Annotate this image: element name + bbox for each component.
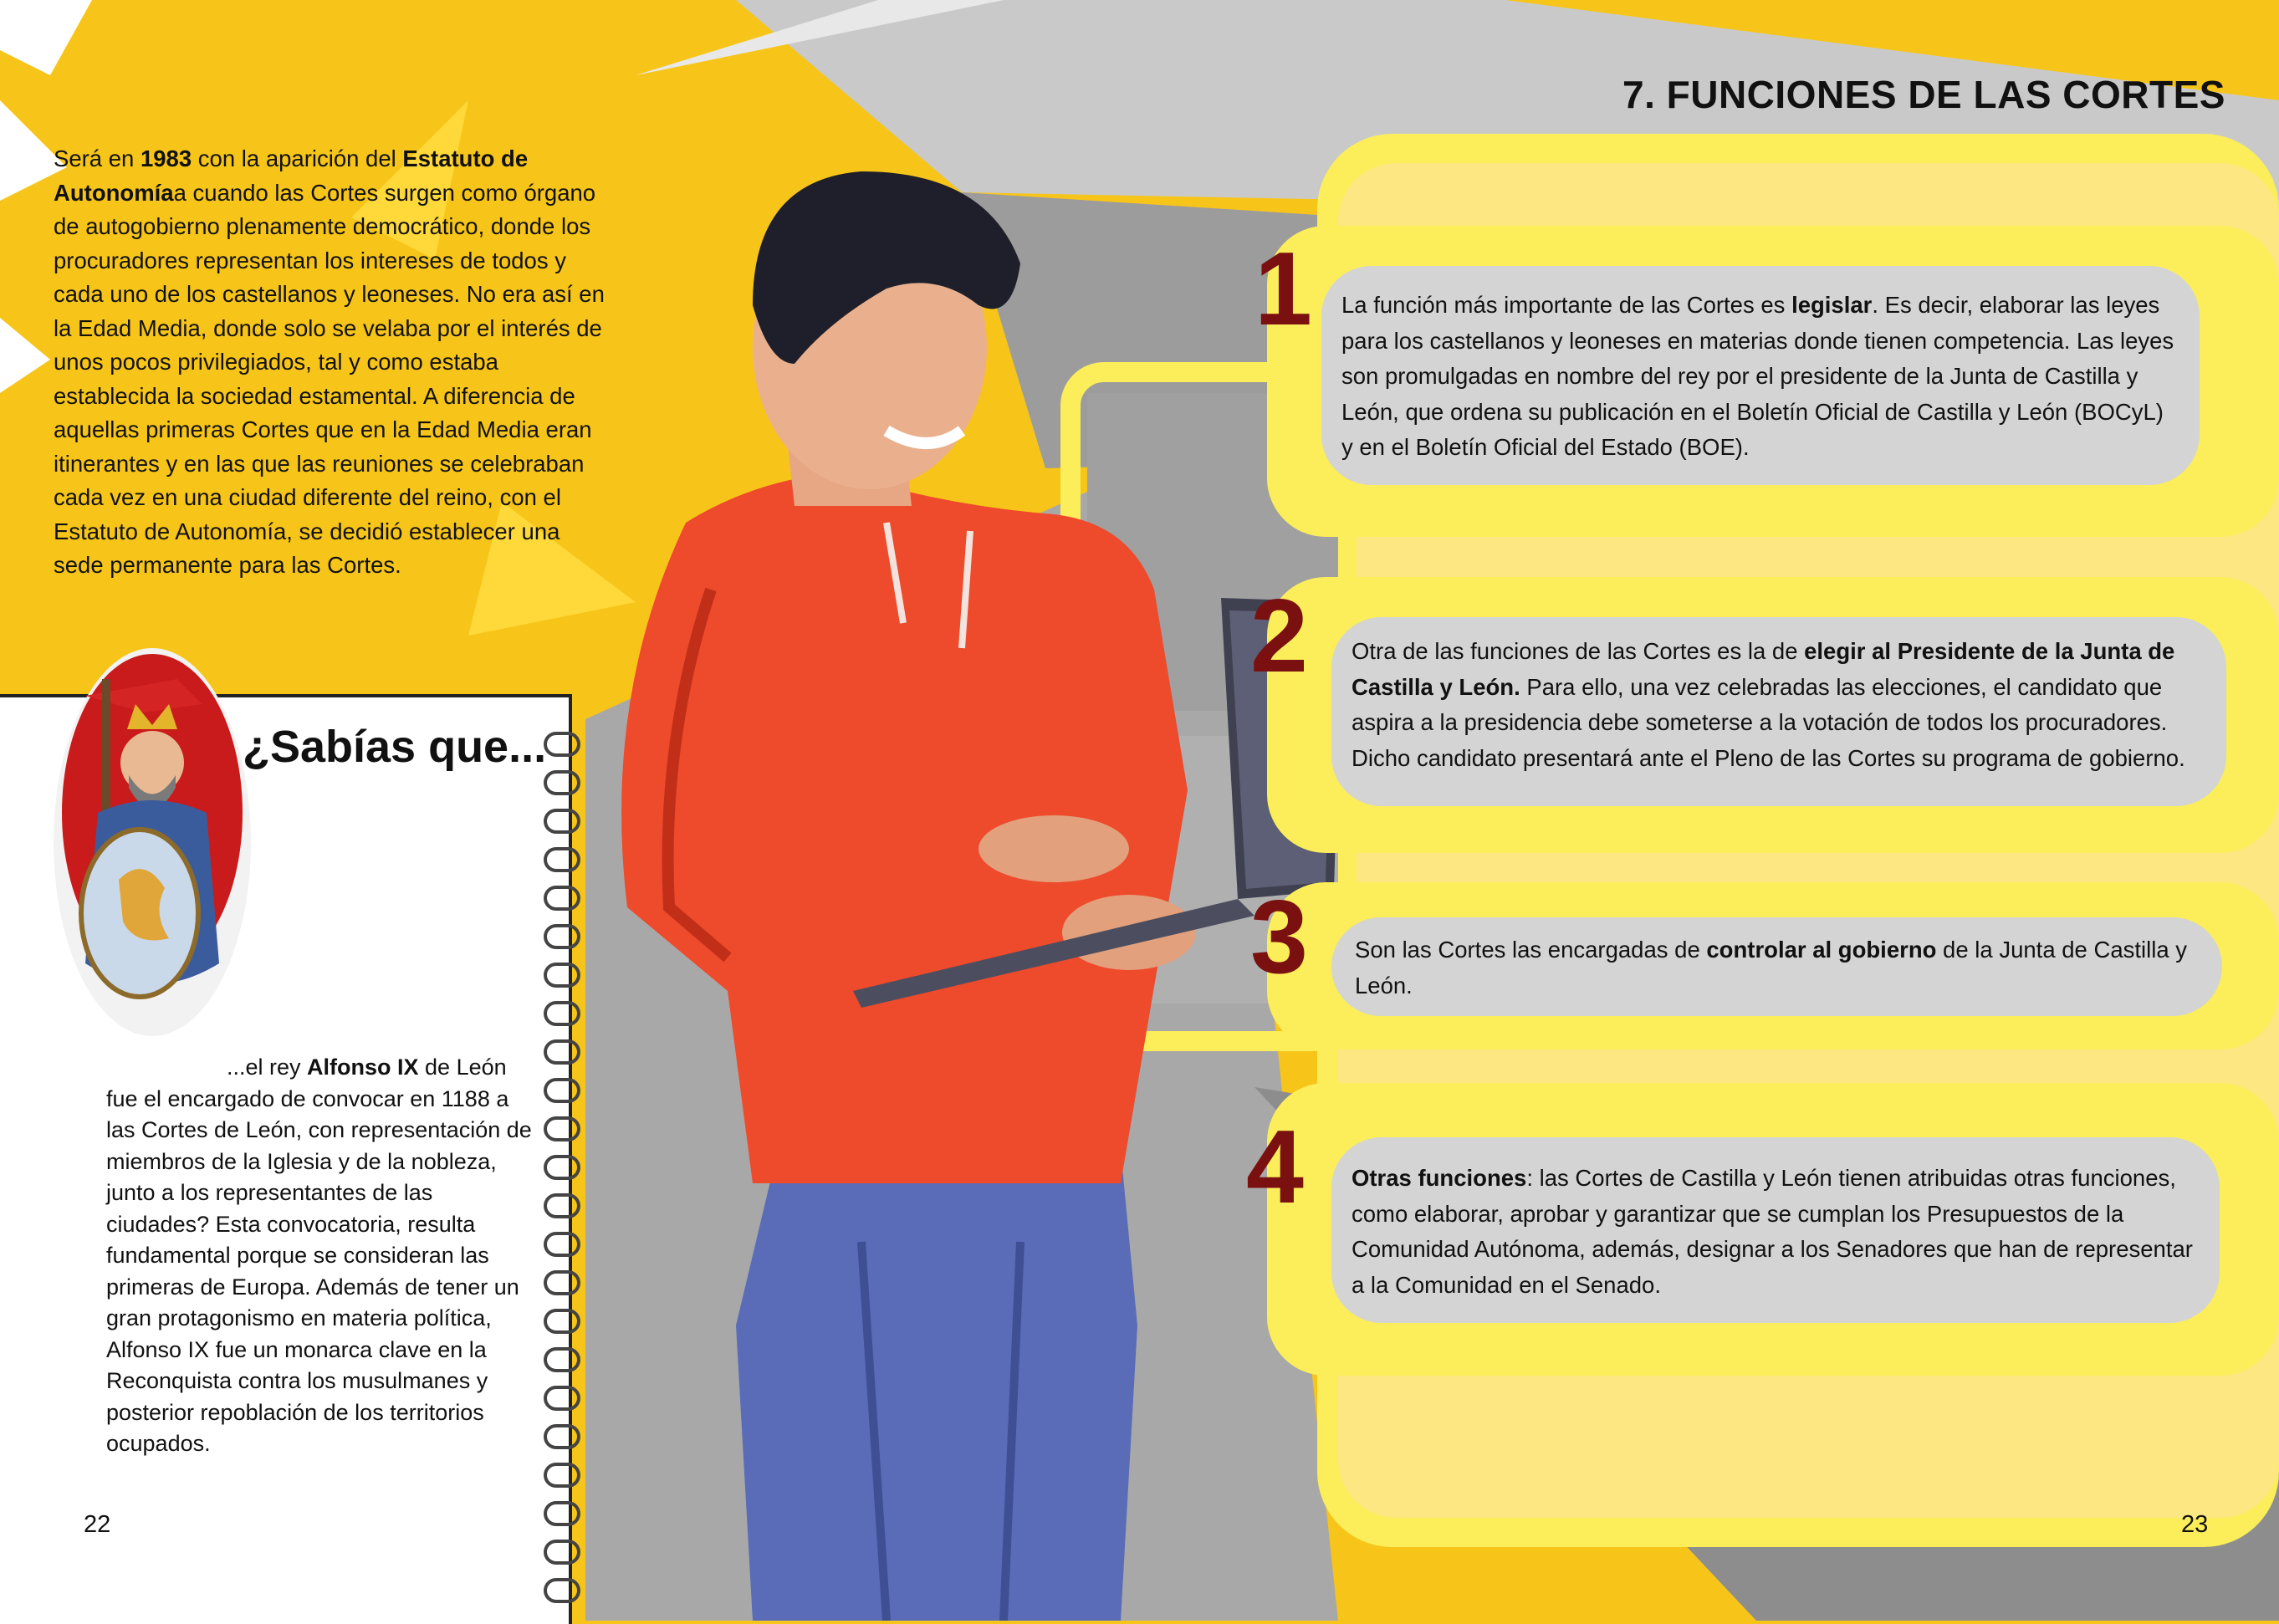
function-4-text-after: : las Cortes de Castilla y León tienen atribuidas otras funciones, como elaborar, aprobar y garantizar que se cumplan los Presupuestos de la Comunidad Autónoma, además, designar a los Senadores que han de representar a la Comunidad en el Senado.: [1352, 1165, 2193, 1298]
notebook-ring: [544, 732, 580, 757]
intro-paragraph: [54, 142, 614, 583]
function-2-number: 2: [1250, 579, 1308, 694]
function-3-text-after: de la Junta de Castilla y León.: [1355, 937, 2188, 998]
function-1-text-before: La función más importante de las Cortes es: [1341, 292, 1792, 318]
function-2-text-after: Para ello, una vez celebradas las elecciones, el candidato que aspira a la presidencia debe someterse a la votación de todos los procuradores. Dicho candidato presentará ante el Pleno de las Cortes su programa de gobierno.: [1352, 673, 2185, 771]
notebook-ring: [544, 809, 580, 834]
notebook-ring: [544, 770, 580, 795]
intro-text-1: Será en: [54, 146, 141, 171]
sabias-lead: ...el rey: [227, 1055, 308, 1080]
function-1-text-after: . Es decir, elaborar las leyes para los castellanos y leoneses en materias donde tienen competencia. Las leyes son promulgadas en nombre del rey por el presidente de la Junta de Castilla y León, que ordena su publicación en el Boletín Oficial de Castilla y León (BOCyL) y en el Boletín Oficial del Estado (BOE).: [1341, 292, 2174, 460]
section-title: 7. FUNCIONES DE LAS CORTES: [1622, 73, 2225, 116]
notebook-ring: [544, 1193, 580, 1218]
notebook-ring: [544, 1386, 580, 1411]
sabias-que-title: ¿Sabías que...: [243, 722, 547, 772]
notebook-ring: [544, 1578, 580, 1603]
king-medallion-illustration: [52, 646, 253, 1039]
function-4-card: [1331, 1137, 2220, 1323]
notebook-ring: [544, 924, 580, 949]
function-3-card: [1331, 917, 2222, 1016]
sabias-body: de León fue el encargado de convocar en 1188 a las Cortes de León, con representación de miembros de la Iglesia y de la nobleza, junto a los representantes de las ciudades? Esta convocatoria, resulta fundamental porque se consideran las primeras de Europa. Además de tener un gran protagonismo en materia política, Alfonso IX fue un monarca clave en la Reconquista contra los musulmanes y posterior repoblación de los territorios ocupados.: [106, 1055, 532, 1456]
notebook-ring: [544, 847, 580, 872]
intro-text-3: a cuando las Cortes surgen como órgano de autogobierno plenamente democrático, donde los procuradores representan los intereses de todos y cada uno de los castellanos y leoneses. No era así en la Edad Media, donde solo se velaba por el interés de unos pocos privilegiados, tal y como estaba establecida la sociedad estamental. A diferencia de aquellas primeras Cortes que en la Edad Media eran itinerantes y en las que las reuniones se celebraban cada vez en una ciudad diferente del reino, con el Estatuto de Autonomía, se decidió establecer una sede permanente para las Cortes.: [54, 179, 605, 578]
function-2-text-before: Otra de las funciones de las Cortes es la de: [1352, 638, 1805, 664]
function-1-highlight: legislar: [1791, 292, 1873, 318]
page-number-right: 23: [2181, 1511, 2209, 1538]
notebook-rings: [544, 694, 590, 1621]
sabias-que-text: [106, 1052, 541, 1460]
notebook-ring: [544, 1270, 580, 1295]
notebook-ring: [544, 1501, 580, 1526]
notebook-ring: [544, 1155, 580, 1180]
function-3-text-before: Son las Cortes las encargadas de: [1355, 937, 1707, 963]
function-1-card: [1321, 266, 2200, 485]
function-3-number: 3: [1250, 880, 1308, 995]
sabias-king: Alfonso IX: [307, 1055, 419, 1080]
notebook-ring: [544, 1116, 580, 1141]
notebook-ring: [544, 1347, 580, 1372]
notebook-ring: [544, 1078, 580, 1103]
page-number-left: 22: [84, 1511, 111, 1538]
notebook-ring: [544, 1001, 580, 1026]
function-3-highlight: controlar al gobierno: [1706, 937, 1937, 963]
notebook-ring: [544, 1039, 580, 1065]
function-2-card: [1331, 617, 2226, 806]
intro-text-2: con la aparición del: [192, 146, 403, 171]
function-2-highlight: elegir al Presidente de la Junta de Castilla y León.: [1352, 638, 2175, 700]
notebook-ring: [544, 1424, 580, 1449]
notebook-ring: [544, 963, 580, 988]
function-4-number: 4: [1246, 1110, 1304, 1225]
notebook-ring: [544, 1540, 580, 1565]
intro-statute: Estatuto de Autonomía: [54, 146, 529, 206]
notebook-ring: [544, 1232, 580, 1257]
function-4-highlight: Otras funciones: [1352, 1165, 1527, 1191]
intro-year: 1983: [140, 146, 192, 171]
function-1-number: 1: [1254, 232, 1312, 347]
notebook-ring: [544, 886, 580, 911]
notebook-ring: [544, 1463, 580, 1488]
notebook-ring: [544, 1309, 580, 1334]
